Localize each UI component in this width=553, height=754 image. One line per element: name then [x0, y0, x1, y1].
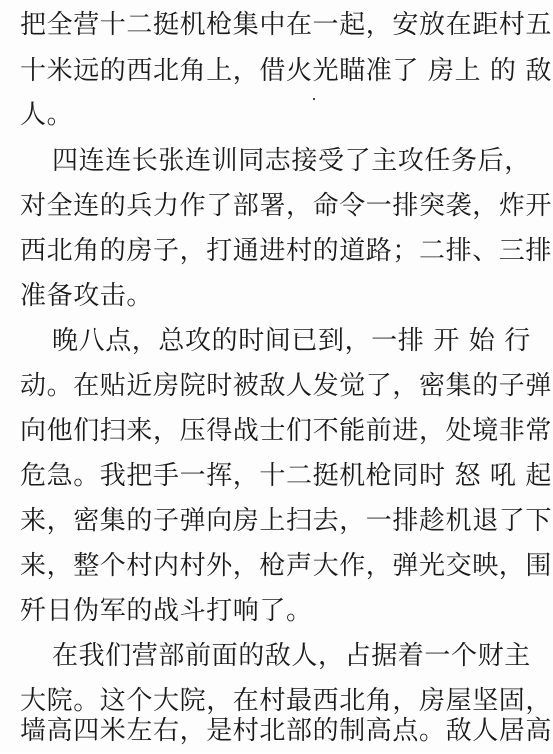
- text-line: 十米远的西北角上，借火光瞄准了 房上 的 敌: [20, 56, 552, 86]
- text-line: 来，密集的子弹向房上扫去，一排趁机退了下: [20, 506, 553, 536]
- text-line: 来，整个村内村外，枪声大作，弹光交映，围: [20, 551, 553, 581]
- text-line: 西北角的房子，打通进村的道路；二排、三排: [20, 236, 553, 266]
- text-line: 把全营十二挺机枪集中在一起，安放在距村五: [20, 10, 553, 40]
- text-line: 人。: [20, 100, 74, 130]
- text-line: 歼日伪军的战斗打响了。: [20, 596, 313, 626]
- paragraph-start-line: 晚八点，总攻的时间已到，一排 开 始 行: [52, 326, 531, 356]
- text-line: 危急。我把手一挥，十二挺机枪同时 怒 吼 起: [20, 461, 552, 491]
- paragraph-start-line: 在我们营部前面的敌人，占据着一个财主: [52, 641, 531, 671]
- text-line: 对全连的兵力作了部署，命令一排突袭，炸开: [20, 191, 553, 221]
- paragraph-start-line: 四连连长张连训同志接受了主攻任务后，: [52, 146, 531, 176]
- text-line: 向他们扫来，压得战士们不能前进，处境非常: [20, 416, 553, 446]
- text-line: 动。在贴近房院时被敌人发觉了，密集的子弹: [20, 371, 553, 401]
- text-line: 大院。这个大院，在村最西北角，房屋坚固，: [20, 686, 553, 716]
- text-line: 准备攻击。: [20, 281, 154, 311]
- text-line: 墙高四米左右，是村北部的制高点。敌人居高: [20, 716, 553, 746]
- scan-speck: [313, 98, 315, 100]
